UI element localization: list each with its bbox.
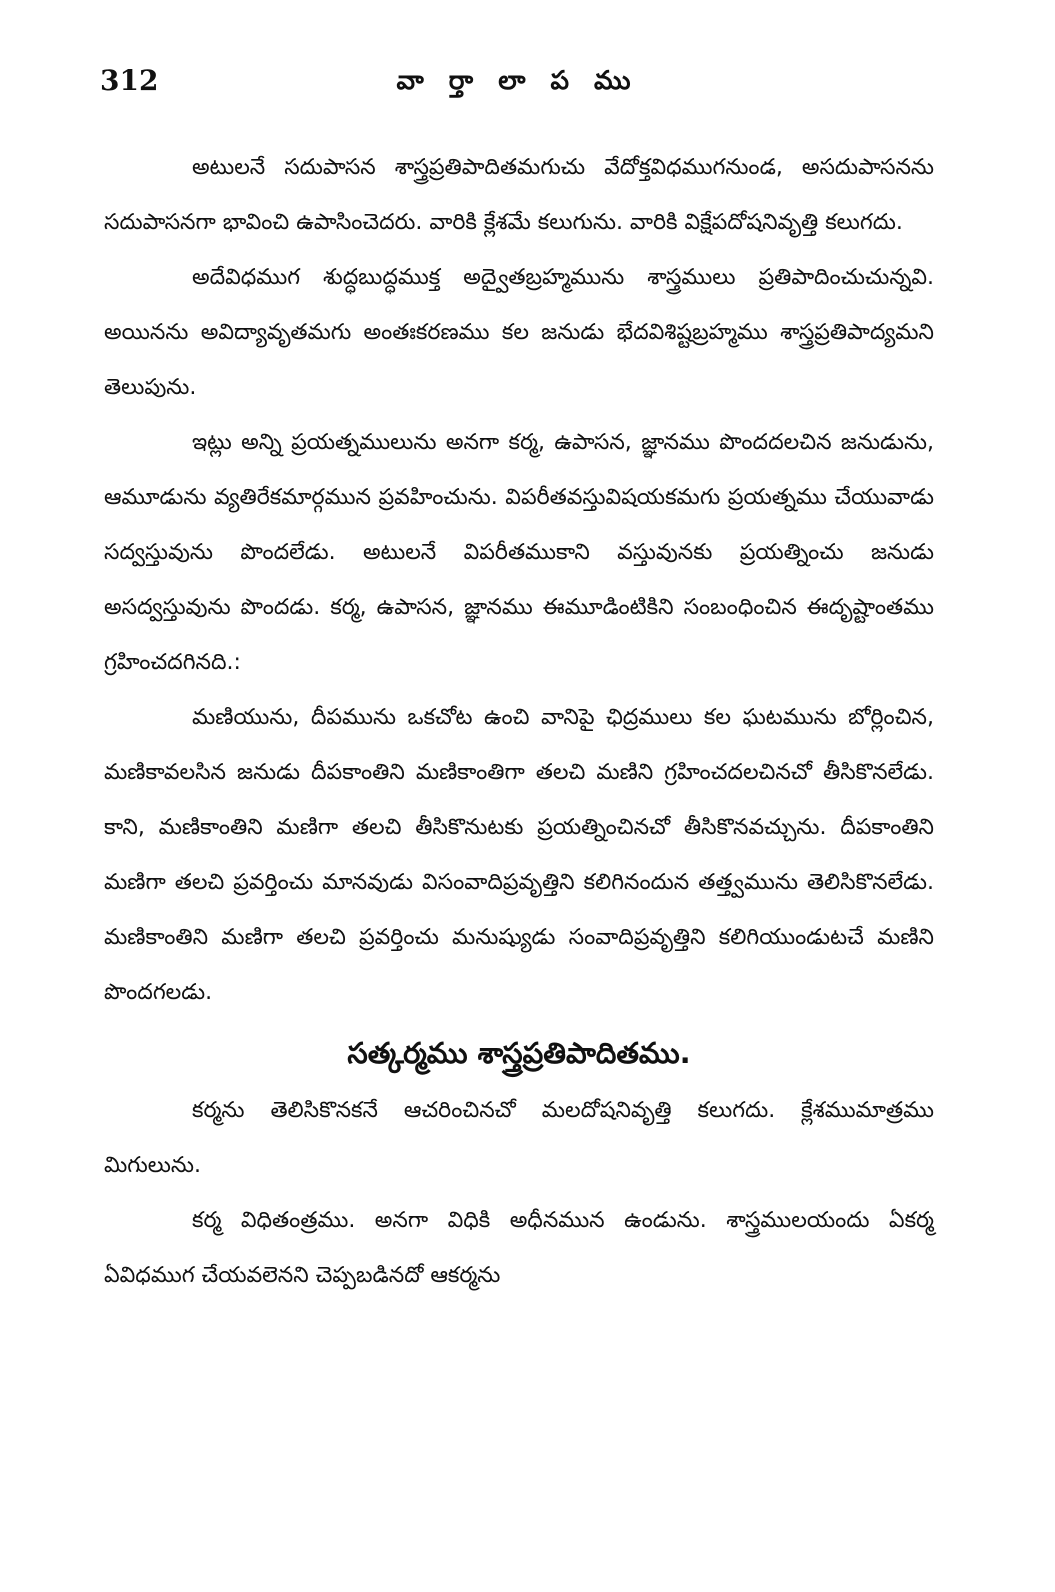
body-text (104, 140, 934, 1303)
paragraph: అదేవిధముగ శుద్ధబుద్ధముక్త అద్వైతబ్రహ్మమును శాస్త్రములు ప్రతిపాదించుచున్నవి. అయినను అవిద్యావృతమగు అంతఃకరణము కల జనుడు భేదవిశిష్టబ్రహ్మము శాస్త్రప్రతిపాద్యమని తెలుపును. (104, 265, 934, 400)
paragraph: మణియును, దీపమును ఒకచోట ఉంచి వానిపై ఛిద్రములు కల ఘటమును బోర్లించిన, మణికావలసిన జనుడు దీపకాంతిని మణికాంతిగా తలచి మణిని గ్రహించదలచినచో తీసికొనలేడు. కాని, మణికాంతిని మణిగా తలచి తీసికొనుటకు ప్రయత్నించినచో తీసికొనవచ్చును. దీపకాంతిని మణిగా తలచి ప్రవర్తించు మానవుడు విసంవాదిప్రవృత్తిని కలిగినందున తత్త్వమును తెలిసికొనలేడు. మణికాంతిని మణిగా తలచి ప్రవర్తించు మనుష్యుడు సంవాదిప్రవృత్తిని కలిగియుండుటచే మణిని పొందగలడు. (104, 705, 934, 1005)
paragraph: అటులనే సదుపాసన శాస్త్రప్రతిపాదితమగుచు వేదోక్తవిధముగనుండ, అసదుపాసనను సదుపాసనగా భావించి ఉపాసించెదరు. వారికి క్లేశమే కలుగును. వారికి విక్షేపదోషనివృత్తి కలుగదు. (104, 155, 934, 235)
paragraph: కర్మను తెలిసికొనకనే ఆచరించినచో మలదోషనివృత్తి కలుగదు. క్లేశముమాత్రము మిగులును. (104, 1098, 934, 1178)
page-number: 312 (100, 64, 159, 97)
page-header (100, 64, 935, 114)
paragraph: ఇట్లు అన్ని ప్రయత్నములును అనగా కర్మ, ఉపాసన, జ్ఞానము పొందదలచిన జనుడును, ఆమూడును వ్యతిరేకమార్గమున ప్రవహించును. విపరీతవస్తువిషయకమగు ప్రయత్నము చేయువాడు సద్వస్తువును పొందలేడు. అటులనే విపరీతముకాని వస్తువునకు ప్రయత్నించు జనుడు అసద్వస్తువును పొందడు. కర్మ, ఉపాసన, జ్ఞానము ఈమూడింటికిని సంబంధించిన ఈదృష్టాంతము గ్రహించదగినది.: (104, 430, 934, 675)
section-heading: సత్కర్మము శాస్త్రప్రతిపాదితము. (347, 1036, 691, 1070)
running-title: వా ర్తా లా ప ము (396, 66, 639, 96)
paragraph: కర్మ విధితంత్రము. అనగా విధికి అధీనమున ఉండును. శాస్త్రములయందు ఏకర్మ ఏవిధముగ చేయవలెనని చెప్పబడినదో ఆకర్మను (104, 1208, 934, 1288)
